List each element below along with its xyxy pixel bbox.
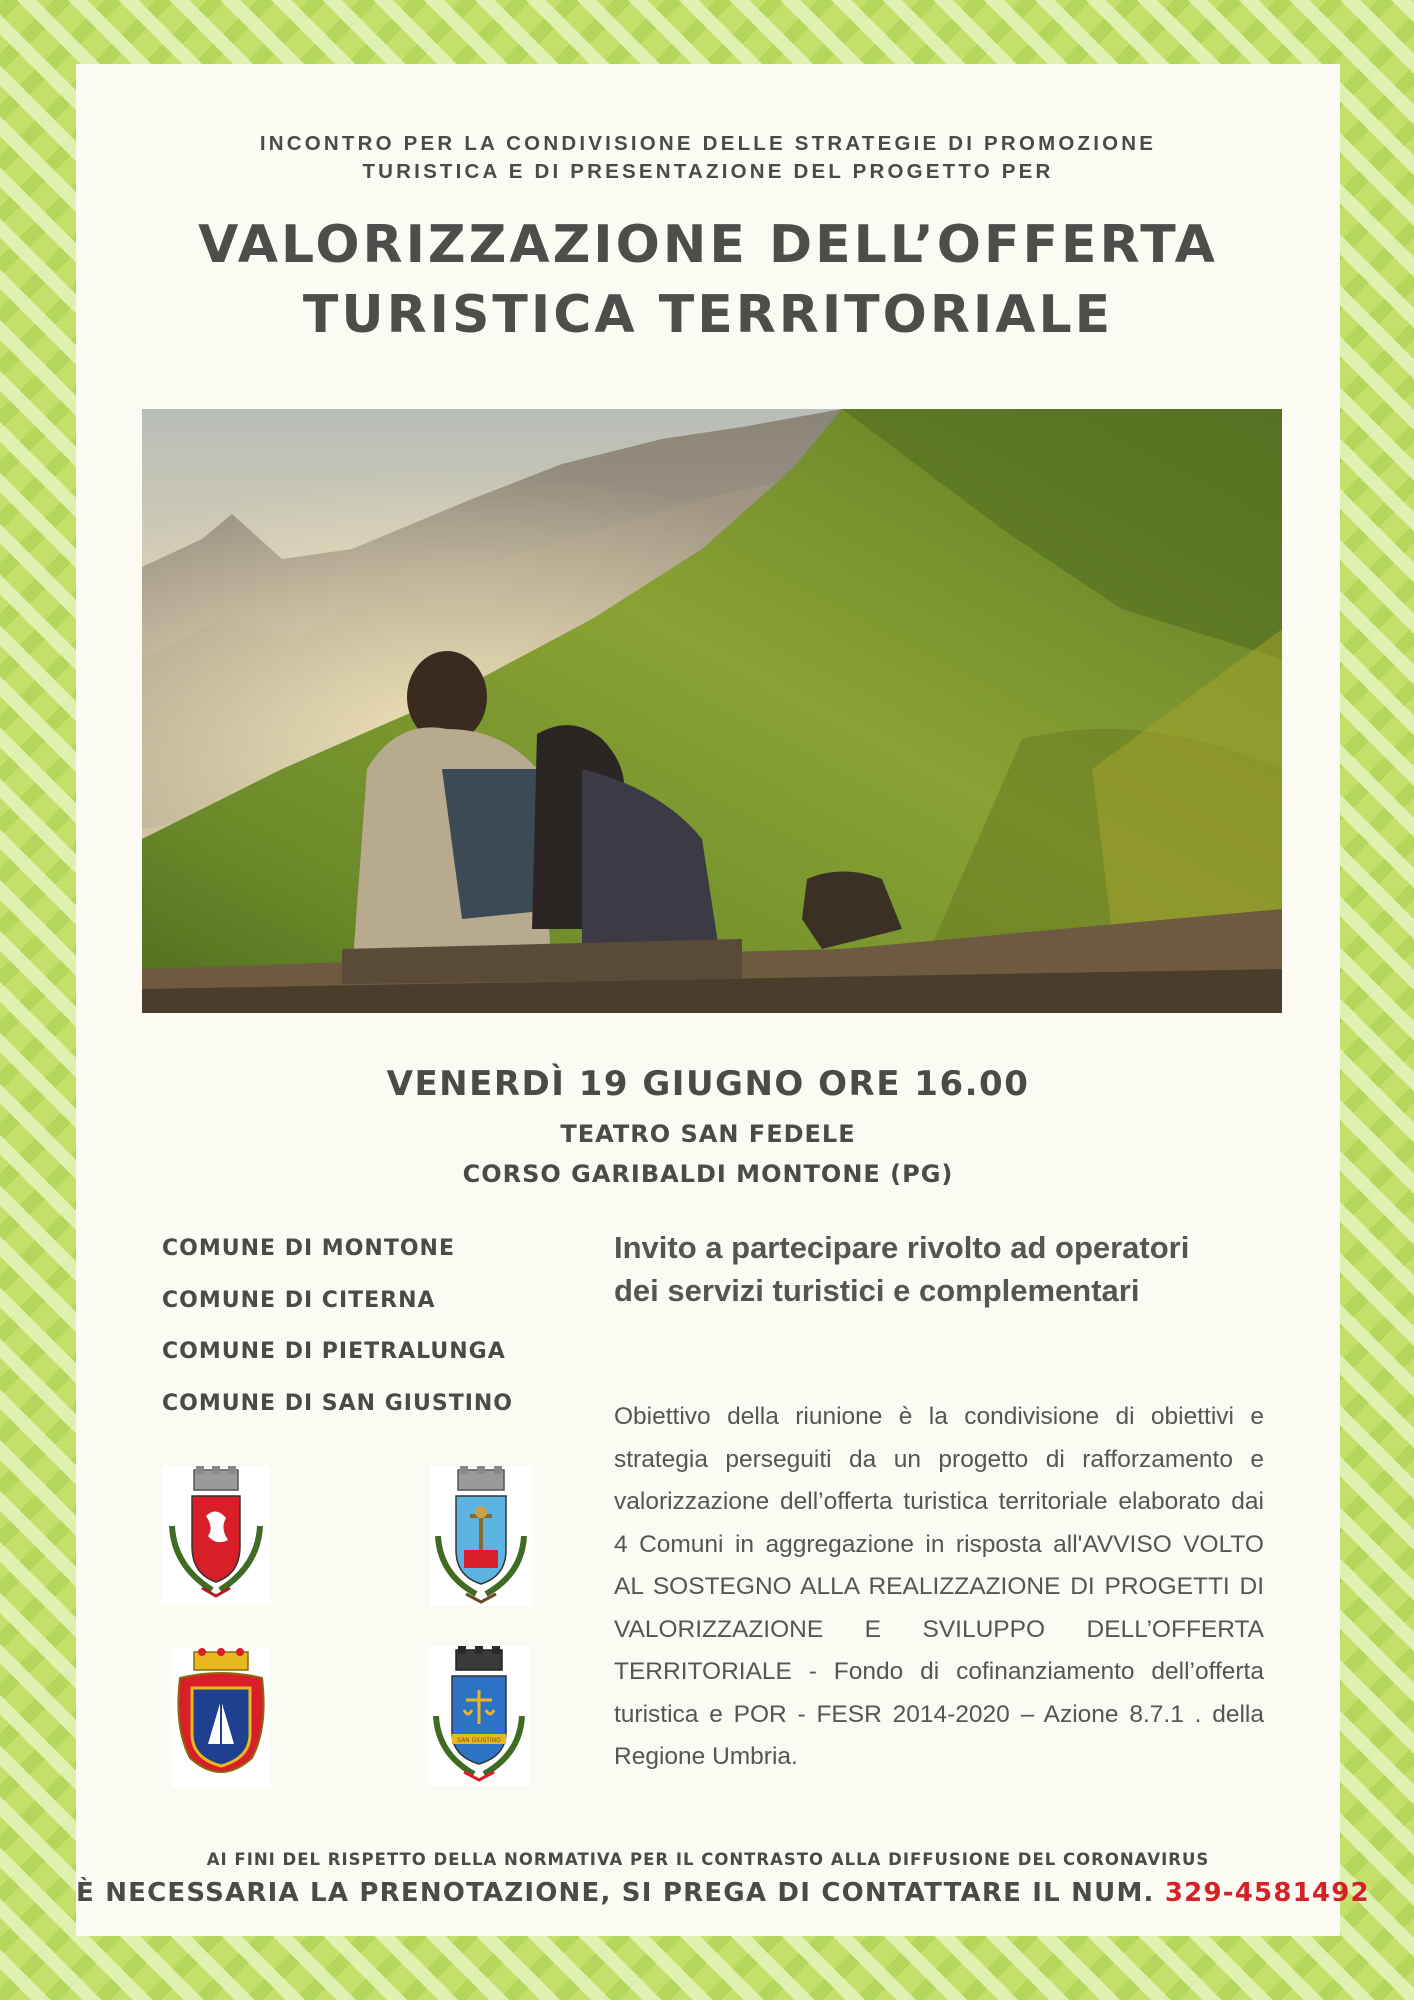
comuni-list [162,1236,592,1442]
comune-item: COMUNE DI PIETRALUNGA [162,1339,506,1364]
description-paragraph: Obiettivo della riunione è la condivisione di obiettivi e strategia perseguiti da un progetto di rafforzamento e valorizzazione dell’offerta turistica territoriale elaborato dai 4 Comuni in aggregazione in risposta all'AVVISO VOLTO AL SOSTEGNO ALLA REALIZZAZIONE DI PROGETTI DI VALORIZZAZIONE E SVILUPPO DELL’OFFERTA TERRITORIALE - Fondo di cofinanziamento dell’offerta turistica e POR - FESR 2014-2020 – Azione 8.7.1 . della Regione Umbria. [614,1403,1264,1770]
invite-line-2: dei servizi turistici e complementari [614,1273,1140,1308]
pietralunga-crest-icon [172,1648,270,1788]
intro-text [76,130,1340,186]
coronavirus-notice: AI FINI DEL RISPETTO DELLA NORMATIVA PER IL CONTRASTO ALLA DIFFUSIONE DEL CORONAVIRUS [206,1850,1210,1869]
san-giustino-crest-icon [428,1646,530,1786]
booking-text: È NECESSARIA LA PRENOTAZIONE, SI PREGA DI CONTATTARE IL NUM. [76,1878,1155,1908]
invite-line-1: Invito a partecipare rivolto ad operatori [614,1230,1190,1265]
montone-crest-icon [162,1466,270,1604]
comune-item: COMUNE DI SAN GIUSTINO [162,1390,514,1416]
phone-number: 329-4581492 [1164,1878,1370,1908]
intro-line-1: INCONTRO PER LA CONDIVISIONE DELLE STRATEGIE DI PROMOZIONE [259,132,1157,155]
poster-card [76,64,1370,1936]
comune-item: COMUNE DI CITERNA [162,1287,436,1313]
comune-item: COMUNE DI MONTONE [162,1236,455,1261]
invite-heading [614,1226,1294,1312]
page-title [76,210,1340,350]
mountain-couple-photo [142,409,1282,1013]
venue-address: CORSO GARIBALDI MONTONE (PG) [462,1160,954,1188]
crest-scroll-text: SAN GIUSTINO [457,1737,501,1744]
intro-line-2: TURISTICA E DI PRESENTAZIONE DEL PROGETTO PER [362,160,1054,183]
title-line-1: VALORIZZAZIONE DELL’OFFERTA [198,215,1218,275]
title-line-2: TURISTICA TERRITORIALE [302,285,1114,345]
venue-name: TEATRO SAN FEDELE [560,1120,856,1148]
event-venue [76,1114,1340,1194]
citerna-crest-icon [430,1466,532,1606]
event-date: VENERDÌ 19 GIUGNO ORE 16.00 [386,1064,1030,1104]
booking-notice [76,1878,1370,1908]
